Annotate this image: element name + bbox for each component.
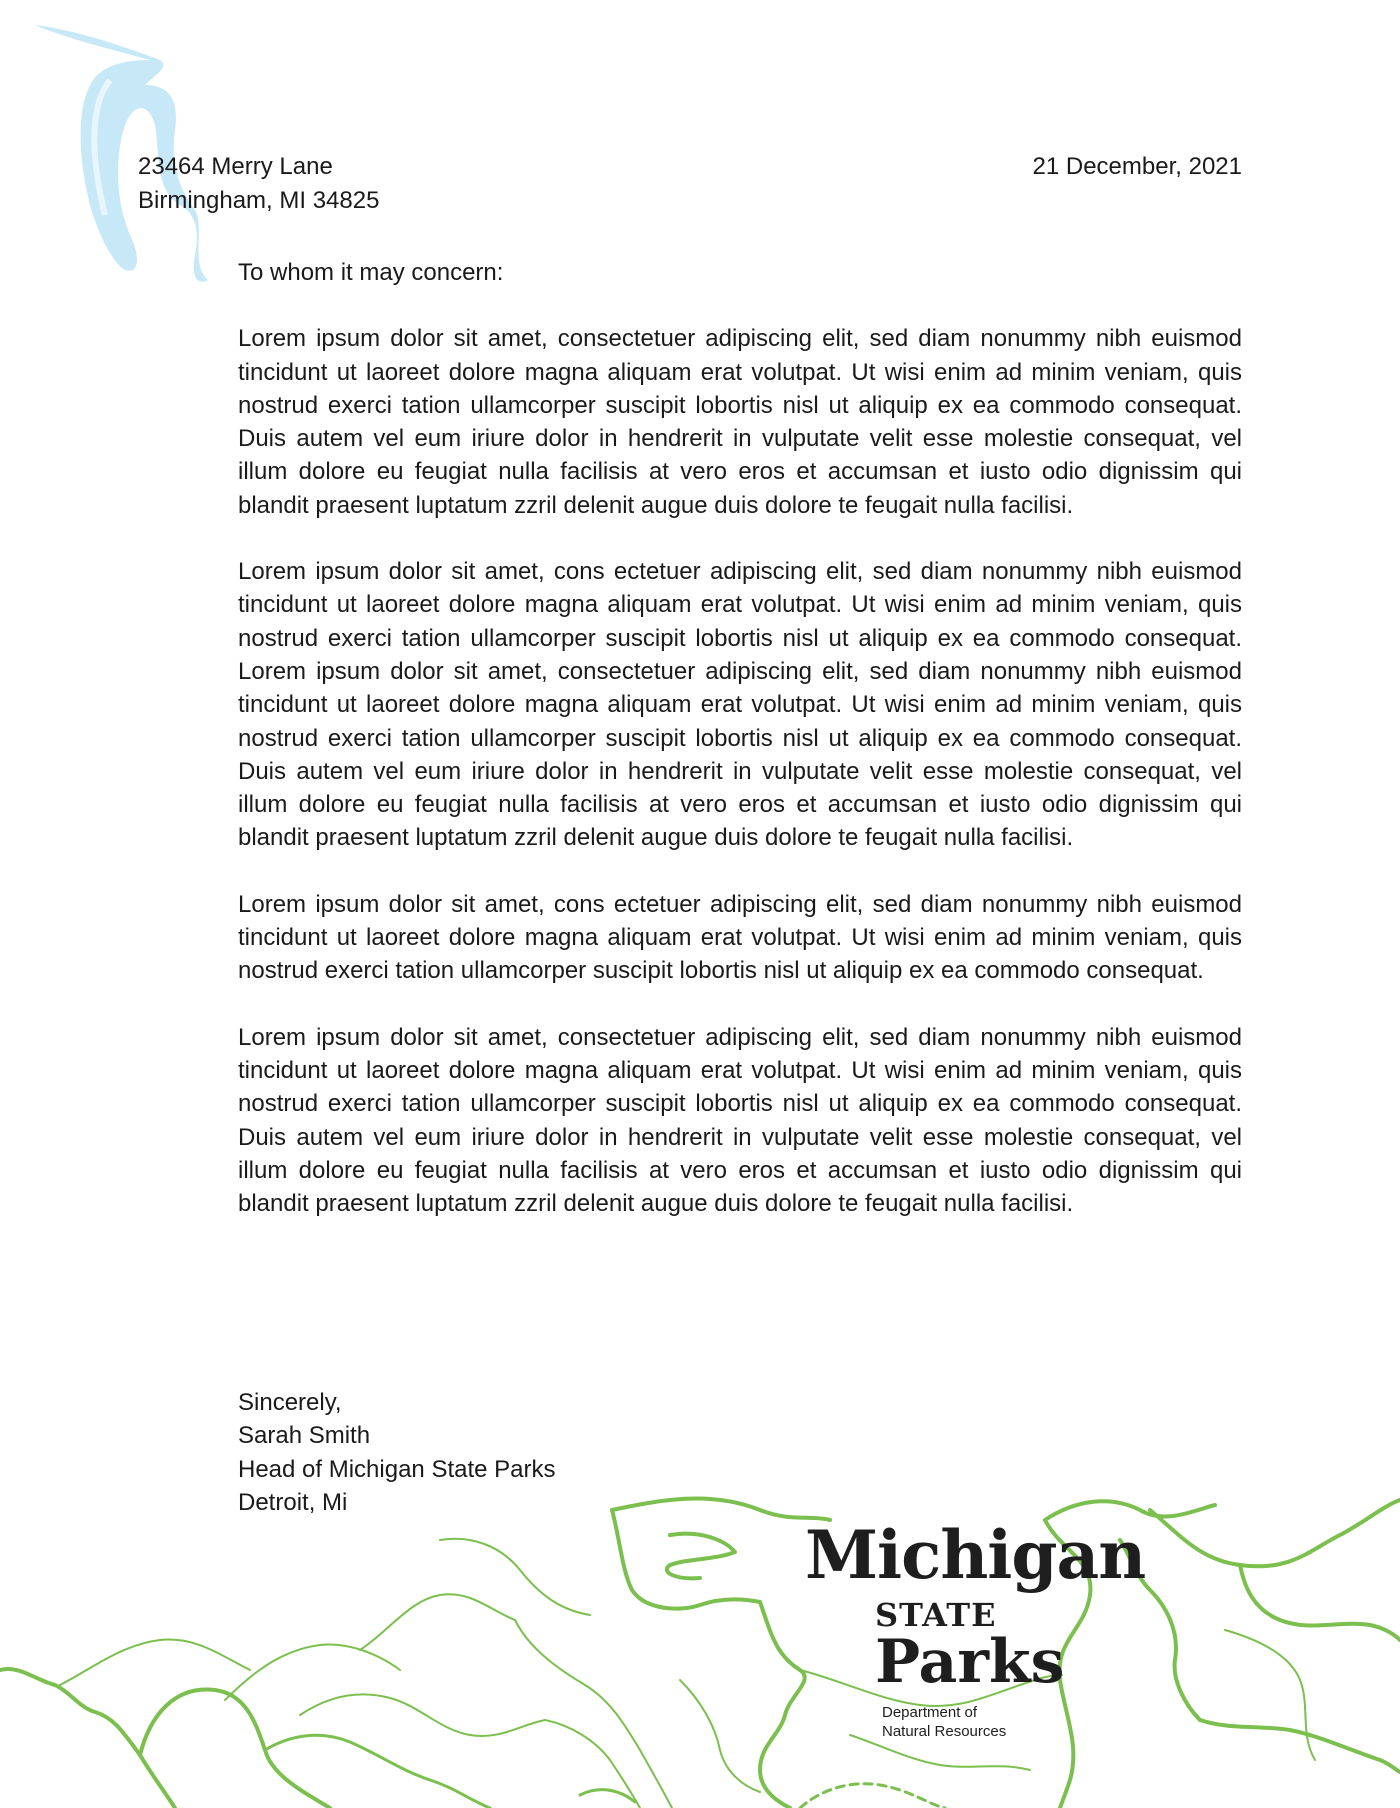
body-paragraph-1: Lorem ipsum dolor sit amet, consectetuer adipiscing elit, sed diam nonummy nibh euismod tincidunt ut laoreet dolore magna aliquam erat volutpat. Ut wisi enim ad minim veniam, quis nostrud exerci tation ullamcorper suscipit lobortis nisl ut aliquip ex ea commodo consequat. Duis autem vel eum iriure dolor in hendrerit in vulputate velit esse molestie consequat, vel illum dolore eu feugiat nulla facilisis at vero eros et accumsan et iusto odio dignissim qui blandit praesent luptatum zzril delenit augue duis dolore te feugait nulla facilisi.	[238, 325, 1242, 519]
logo-parks: Parks	[875, 1627, 1065, 1697]
michigan-state-parks-logo	[800, 1516, 1146, 1750]
letter-body	[238, 256, 1242, 1253]
logo-dept-line-1: Department of	[882, 1704, 978, 1721]
signer-title: Head of Michigan State Parks	[238, 1455, 556, 1483]
body-paragraph-2: Lorem ipsum dolor sit amet, cons ectetuer adipiscing elit, sed diam nonummy nibh euismod tincidunt ut laoreet dolore magna aliquam erat volutpat. Ut wisi enim ad minim veniam, quis nostrud exerci tation ullamcorper suscipit lobortis nisl ut aliquip ex ea commodo consequat. Lorem ipsum dolor sit amet, consectetuer adipiscing elit, sed diam nonummy nibh euismod tincidunt ut laoreet dolore magna aliquam erat volutpat. Ut wisi enim ad minim veniam, quis nostrud exerci tation ullamcorper suscipit lobortis nisl ut aliquip ex ea commodo consequat. Duis autem vel eum iriure dolor in hendrerit in vulputate velit esse molestie consequat, vel illum dolore eu feugiat nulla facilisis at vero eros et accumsan et iusto odio dignissim qui blandit praesent luptatum zzril delenit augue duis dolore te feugait nulla facilisi.	[238, 558, 1242, 852]
green-map-lines	[0, 1480, 1400, 1808]
sender-address	[138, 150, 379, 218]
logo-department	[882, 1703, 1006, 1741]
letter-date: 21 December, 2021	[1032, 153, 1242, 180]
closing-line: Sincerely,	[238, 1389, 342, 1416]
logo-state: STATE	[875, 1596, 997, 1634]
body-paragraph-3: Lorem ipsum dolor sit amet, cons ectetuer adipiscing elit, sed diam nonummy nibh euismod tincidunt ut laoreet dolore magna aliquam erat volutpat. Ut wisi enim ad minim veniam, quis nostrud exerci tation ullamcorper suscipit lobortis nisl ut aliquip ex ea commodo consequat.	[238, 890, 1242, 985]
signer-name: Sarah Smith	[238, 1422, 371, 1450]
salutation: To whom it may concern:	[238, 259, 504, 286]
address-line-2: Birmingham, MI 34825	[138, 187, 380, 214]
signer-location: Detroit, Mi	[238, 1488, 348, 1516]
body-paragraph-4: Lorem ipsum dolor sit amet, consectetuer adipiscing elit, sed diam nonummy nibh euismod tincidunt ut laoreet dolore magna aliquam erat volutpat. Ut wisi enim ad minim veniam, quis nostrud exerci tation ullamcorper suscipit lobortis nisl ut aliquip ex ea commodo consequat. Duis autem vel eum iriure dolor in hendrerit in vulputate velit esse molestie consequat, vel illum dolore eu feugiat nulla facilisis at vero eros et accumsan et iusto odio dignissim qui blandit praesent luptatum zzril delenit augue duis dolore te feugait nulla facilisi.	[238, 1023, 1242, 1218]
logo-michigan: Michigan	[805, 1516, 1146, 1594]
address-line-1: 23464 Merry Lane	[138, 153, 333, 180]
logo-dept-line-2: Natural Resources	[882, 1723, 1007, 1740]
